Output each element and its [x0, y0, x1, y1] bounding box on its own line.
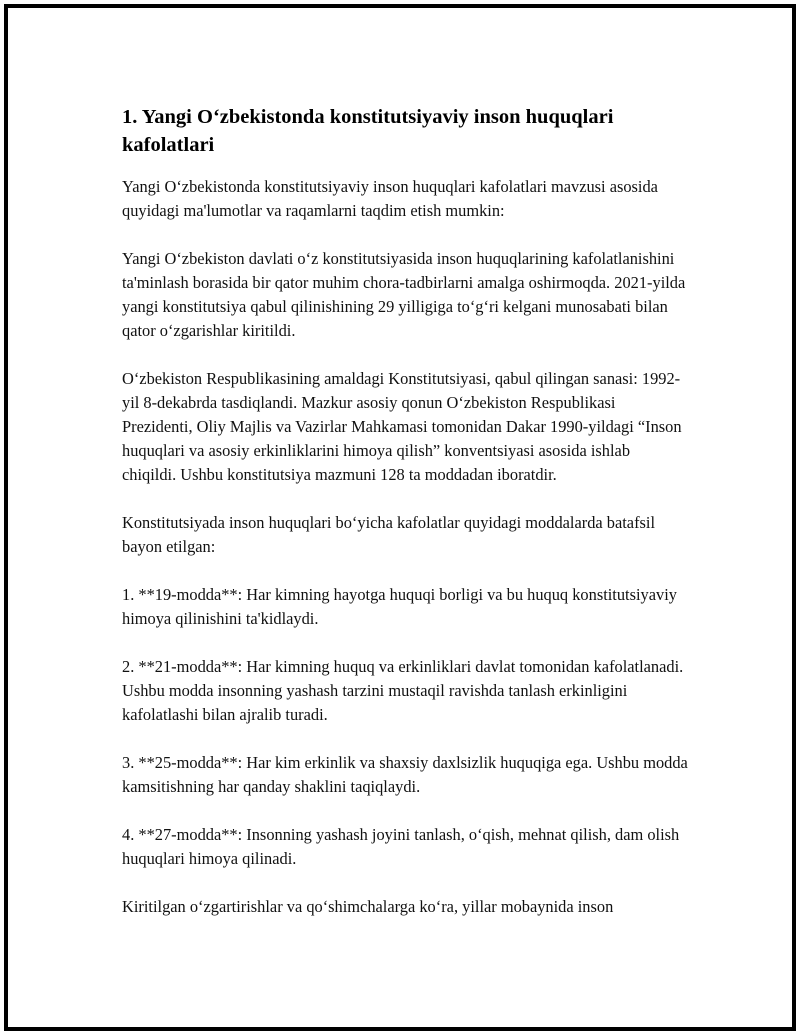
document-title: 1. Yangi O‘zbekistonda konstitutsiyaviy inson huquqlari kafolatlari [122, 106, 614, 156]
paragraph-constitution-history: O‘zbekiston Respublikasining amaldagi Konstitutsiyasi, qabul qilingan sanasi: 1992-yil 8-dekabrda tasdiqlandi. Mazkur asosiy qonun O‘zbekiston Respublikasi Prezidenti, Oliy Majlis va Vazirlar Mahkamasi tomonidan Dakar 1990-yildagi “Inson huquqlari va asosiy erkinliklarini himoya qilish” konventsiyasi asosida ishlab chiqildi. Ushbu konstitutsiya mazmuni 128 ta moddadan iboratdir. [122, 369, 682, 484]
document-body [122, 103, 688, 943]
paragraph-amendments: Kiritilgan o‘zgartirishlar va qo‘shimchalarga ko‘ra, yillar mobaynida inson [122, 897, 614, 916]
list-item-article-27: 4. **27-modda**: Insonning yashash joyini tanlash, o‘qish, mehnat qilish, dam olish huquqlari himoya qilinadi. [122, 825, 680, 868]
paragraph-articles-intro: Konstitutsiyada inson huquqlari bo‘yicha kafolatlar quyidagi moddalarda batafsil bayon etilgan: [122, 513, 656, 556]
page-border [4, 4, 796, 1031]
list-item-article-21: 2. **21-modda**: Har kimning huquq va erkinliklari davlat tomonidan kafolatlanadi. Ushbu modda insonning yashash tarzini mustaqil ravishda tanlash erkinligini kafolatlashi bilan ajralib turadi. [122, 657, 684, 724]
list-item-article-25: 3. **25-modda**: Har kim erkinlik va shaxsiy daxlsizlik huquqiga ega. Ushbu modda kamsitishning har qanday shaklini taqiqlaydi. [122, 753, 688, 796]
paragraph-intro: Yangi O‘zbekistonda konstitutsiyaviy inson huquqlari kafolatlari mavzusi asosida quyidagi ma'lumotlar va raqamlarni taqdim etish mumkin: [122, 177, 658, 220]
paragraph-measures: Yangi O‘zbekiston davlati o‘z konstitutsiyasida inson huquqlarining kafolatlanishini ta'minlash borasida bir qator muhim chora-tadbirlarni amalga oshirmoqda. 2021-yilda yangi konstitutsiya qabul qilinishining 29 yilligiga to‘g‘ri kelgani munosabati bilan qator o‘zgarishlar kiritildi. [122, 249, 686, 340]
list-item-article-19: 1. **19-modda**: Har kimning hayotga huquqi borligi va bu huquq konstitutsiyaviy himoya qilinishini ta'kidlaydi. [122, 585, 677, 628]
